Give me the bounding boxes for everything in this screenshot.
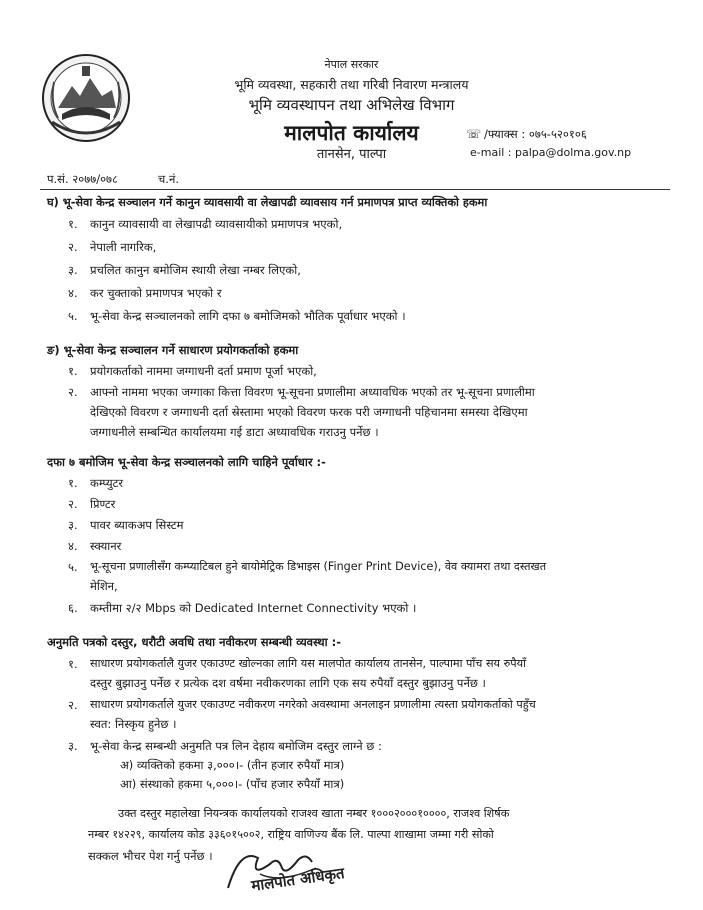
list-number: १.: [68, 364, 78, 378]
list-item: कम्प्युटर: [90, 476, 124, 490]
email-address: e-mail : palpa@dolma.gov.np: [470, 146, 632, 159]
list-number: ३.: [68, 263, 78, 277]
list-item: प्रिण्टर: [90, 497, 116, 511]
list-number: ३.: [68, 739, 78, 753]
list-number: ४.: [68, 286, 78, 300]
list-number: २.: [68, 497, 78, 511]
list-item-line: मेशिन,: [90, 579, 118, 593]
government-title: नेपाल सरकार: [324, 58, 379, 71]
phone-fax: /फ्याक्स : ०७५-५२०१०६: [484, 127, 587, 141]
list-item-line: दस्तुर बुझाउनु पर्नेछ र प्रत्येक दश वर्षमा नवीकरणका लागि एक सय रुपैयाँ दस्तुर बुझाउनु पर्नेछ ।: [90, 676, 486, 690]
dispatch-number: च.नं.: [158, 172, 179, 186]
list-item: प्रयोगकर्ताको नाममा जग्गाधनी दर्ता प्रमाण पूर्जा भएको,: [90, 364, 317, 378]
fee-organization: आ) संस्थाको हकमा ५,०००।- (पाँच हजार रुपैयाँ मात्र): [120, 777, 345, 791]
list-number: १.: [68, 476, 78, 490]
closing-paragraph-line: उक्त दस्तुर महालेखा नियन्त्रक कार्यालयको राजश्व खाता नम्बर १०००२०००१००००, राजश्व शिर्षक: [118, 807, 510, 820]
department-title: भूमि व्यवस्थापन तथा अभिलेख विभाग: [248, 96, 455, 114]
reference-number: प.सं. २०७७/०७८: [47, 172, 119, 186]
section-gha-heading: घ) भू-सेवा केन्द्र सञ्चालन गर्ने कानुन व्यावसायी वा लेखापढी व्यावसाय गर्न प्रमाणपत्र प्राप्त व्यक्तिको हकमा: [47, 196, 488, 209]
list-number: १.: [68, 657, 78, 671]
list-number: ६.: [68, 601, 78, 615]
official-stamp: मालपोत अधिकृत: [250, 863, 346, 895]
list-item-line: साधारण प्रयोगकर्तालै युजर एकाउण्ट खोल्नका लागि यस मालपोत कार्यालय तानसेन, पाल्पामा पाँच सय रुपैयाँ: [90, 657, 527, 670]
list-item-line: भू-सूचना प्रणालीसँग कम्प्याटिबल हुने बायोमेट्रिक डिभाइस (Finger Print Device), वेव क्यामरा तथा दस्तखत: [90, 560, 547, 573]
list-number: ४.: [68, 539, 78, 553]
list-number: १.: [68, 217, 78, 231]
list-item: पावर ब्याकअप सिस्टम: [90, 518, 184, 532]
closing-paragraph-line: नम्बर १४२२९, कार्यालय कोड ३३६०१५००२, राष्ट्रिय वाणिज्य बैंक लि. पाल्पा शाखामा जम्मा गरी सोको: [88, 828, 494, 841]
section-nga-heading: ङ) भू-सेवा केन्द्र सञ्चालन गर्ने साधारण प्रयोगकर्ताको हकमा: [47, 343, 299, 357]
list-item: कम्तीमा २/२ Mbps को Dedicated Internet Connectivity भएको ।: [90, 601, 417, 615]
list-item: नेपाली नागरिक,: [90, 240, 157, 254]
phone-icon: ☏: [466, 127, 482, 141]
list-number: २.: [68, 698, 78, 712]
fee-heading: अनुमति पत्रको दस्तुर, धरौटी अवधि तथा नवीकरण सम्बन्धी व्यवस्था :-: [47, 635, 342, 649]
list-number: ३.: [68, 518, 78, 532]
office-location: तानसेन, पाल्पा: [316, 147, 387, 162]
list-item-line: देखिएको विवरण र जग्गाधनी दर्ता स्रेस्तामा भएको विवरण फरक परी जग्गाधनी पहिचानमा समस्या देखिएमा: [90, 405, 528, 419]
list-item-line: स्वत: निस्कृय हुनेछ ।: [90, 717, 177, 731]
list-number: ५.: [68, 560, 78, 574]
list-item: स्क्यानर: [90, 539, 122, 553]
list-number: २.: [68, 240, 78, 254]
infrastructure-heading: दफा ७ बमोजिम भू-सेवा केन्द्र सञ्चालनको लागि चाहिने पूर्वाधार :-: [47, 455, 326, 469]
list-item-line: साधारण प्रयोगकर्ताले युजर एकाउण्ट नवीकरण नगरेको अवस्थामा अनलाइन प्रणालीमा त्यस्ता प्रयोगकर्ताको पहुँच: [90, 698, 536, 711]
list-item: कर चुक्ताको प्रमाणपत्र भएको र: [90, 286, 222, 300]
list-item: प्रचलित कानुन बमोजिम स्थायी लेखा नम्बर लिएको,: [90, 263, 301, 277]
ministry-title: भूमि व्यवस्था, सहकारी तथा गरिबी निवारण मन्त्रालय: [234, 77, 469, 92]
list-number: ५.: [68, 309, 78, 323]
list-item: भू-सेवा केन्द्र सञ्चालनको लागि दफा ७ बमोजिमको भौतिक पूर्वाधार भएको ।: [90, 309, 406, 323]
fee-individual: अ) व्यक्तिको हकमा ३,०००।- (तीन हजार रुपैयाँ मात्र): [120, 758, 345, 772]
closing-paragraph-line: सक्कल भौचर पेश गर्नु पर्नेछ ।: [88, 849, 213, 863]
header-divider: [40, 189, 670, 190]
list-number: २.: [68, 385, 78, 399]
list-item: भू-सेवा केन्द्र सम्बन्धी अनुमति पत्र लिन देहाय बमोजिम दस्तुर लाग्ने छ :: [90, 739, 382, 753]
list-item-line: आफ्नो नाममा भएका जग्गाका कित्ता विवरण भू-सूचना प्रणालीमा अध्यावधिक भएको तर भू-सूचना प्रणालीमा: [90, 385, 535, 399]
list-item-line: जग्गाधनीले सम्बन्धित कार्यालयमा गई डाटा अध्यावधिक गराउनु पर्नेछ ।: [90, 425, 379, 439]
office-title: मालपोत कार्यालय: [284, 121, 419, 145]
list-item: कानुन व्यावसायी वा लेखापढी व्यावसायीको प्रमाणपत्र भएको,: [90, 217, 343, 231]
